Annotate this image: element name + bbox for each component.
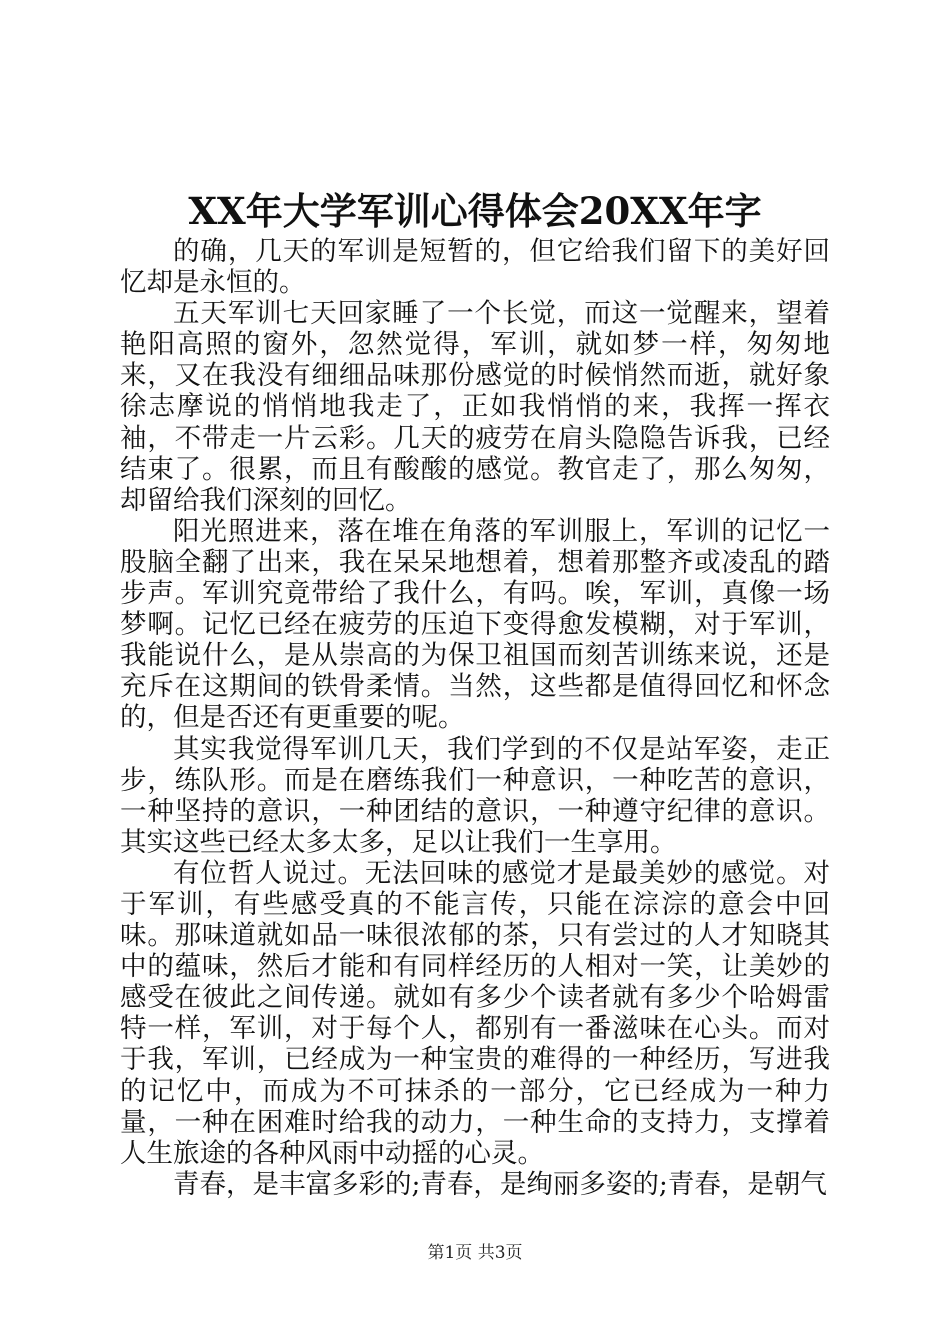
paragraph: 五天军训七天回家睡了一个长觉，而这一觉醒来，望着艳阳高照的窗外，忽然觉得，军训，就如梦一样，匆匆地来，又在我没有细细品味那份感觉的时候悄然而逝，就好象徐志摩说的悄悄地我走了，正如我悄悄的来，我挥一挥衣袖，不带走一片云彩。几天的疲劳在肩头隐隐告诉我，已经结束了。很累，而且有酸酸的感觉。教官走了，那么匆匆，却留给我们深刻的回忆。 — [120, 298, 830, 516]
page-number-footer: 第1页 共3页 — [427, 1243, 523, 1263]
paragraph: 其实我觉得军训几天，我们学到的不仅是站军姿，走正步，练队形。而是在磨练我们一种意识，一种吃苦的意识，一种坚持的意识，一种团结的意识，一种遵守纪律的意识。其实这些已经太多太多，足以让我们一生享用。 — [120, 733, 830, 858]
paragraph: 的确，几天的军训是短暂的，但它给我们留下的美好回忆却是永恒的。 — [120, 236, 830, 299]
paragraph: 有位哲人说过。无法回味的感觉才是最美妙的感觉。对于军训，有些感受真的不能言传，只能在淙淙的意会中回味。那味道就如品一味很浓郁的茶，只有尝过的人才知晓其中的蕴味，然后才能和有同样经历的人相对一笑，让美妙的感受在彼此之间传递。就如有多少个读者就有多少个哈姆雷特一样，军训，对于每个人，都别有一番滋味在心头。而对于我，军训，已经成为一种宝贵的难得的一种经历，写进我的记忆中，而成为不可抹杀的一部分，它已经成为一种力量，一种在困难时给我的动力，一种生命的支持力，支撑着人生旅途的各种风雨中动摇的心灵。 — [120, 857, 830, 1169]
document-title: XX年大学军训心得体会20XX年字 — [188, 189, 762, 233]
paragraph: 青春，是丰富多彩的;青春，是绚丽多姿的;青春，是朝气 — [173, 1168, 827, 1200]
document-body — [120, 236, 830, 1200]
paragraph: 阳光照进来，落在堆在角落的军训服上，军训的记忆一股脑全翻了出来，我在呆呆地想着，想着那整齐或凌乱的踏步声。军训究竟带给了我什么，有吗。唉，军训，真像一场梦啊。记忆已经在疲劳的压迫下变得愈发模糊，对于军训，我能说什么，是从崇高的为保卫祖国而刻苦训练来说，还是充斥在这期间的铁骨柔情。当然，这些都是值得回忆和怀念的，但是否还有更重要的呢。 — [120, 515, 830, 734]
